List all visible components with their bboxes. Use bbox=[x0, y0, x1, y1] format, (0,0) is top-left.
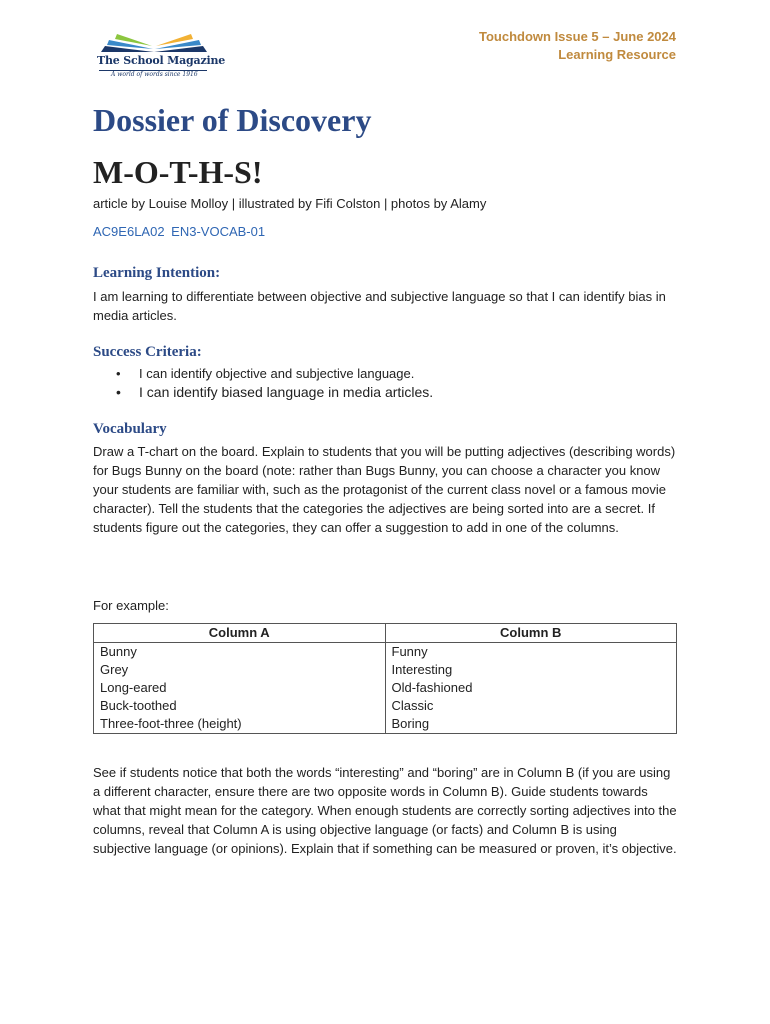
column-b-item: Boring bbox=[391, 716, 430, 731]
column-b-cell bbox=[385, 643, 677, 734]
issue-info bbox=[479, 28, 676, 64]
t-chart-table bbox=[93, 623, 677, 734]
open-book-icon bbox=[95, 32, 213, 54]
learning-intention-text: I am learning to differentiate between objective and subjective language so that I can identify bias in media articles. bbox=[93, 289, 666, 323]
issue-line: Touchdown Issue 5 – June 2024 bbox=[479, 29, 676, 44]
article-title: M-O-T-H-S! bbox=[93, 154, 263, 190]
success-criteria-list bbox=[93, 364, 678, 402]
learning-intention-heading: Learning Intention: bbox=[93, 265, 221, 281]
column-a-item: Three-foot-three (height) bbox=[100, 716, 242, 731]
column-a-item: Buck-toothed bbox=[100, 698, 177, 713]
bullet-icon: • bbox=[116, 384, 121, 400]
vocabulary-followup: See if students notice that both the words “interesting” and “boring” are in Column B (if you are using a different character, ensure there are two opposite words in Column B). Guide students towards what that might mean for the category. When enough students are correctly sorting adjectives into the columns, reveal that Column A is using objective language (or facts) and Column B is using subjective language (or opinions). Explain that if something can be measured or proven, it’s objective. bbox=[93, 765, 677, 856]
column-b-header: Column B bbox=[385, 624, 677, 643]
vocabulary-intro: Draw a T-chart on the board. Explain to students that you will be putting adjectives (describing words) for Bugs Bunny on the board (note: rather than Bugs Bunny, you can choose a character you know your students are familiar with, such as the protagonist of the current class novel or a famous movie character). Tell the students that the categories the adjectives are being sorted into are a secret. If students figure out the categories, they can offer a suggestion to add in one of the columns. bbox=[93, 444, 676, 535]
curriculum-codes: AC9E6LA02 EN3-VOCAB-01 bbox=[93, 224, 266, 239]
page-title: Dossier of Discovery bbox=[93, 102, 372, 138]
resource-line: Learning Resource bbox=[558, 47, 676, 62]
list-item bbox=[93, 364, 678, 383]
column-a-cell bbox=[94, 643, 386, 734]
vocabulary-heading: Vocabulary bbox=[93, 421, 167, 437]
byline: article by Louise Molloy | illustrated by Fifi Colston | photos by Alamy bbox=[93, 196, 487, 211]
column-a-item: Grey bbox=[100, 662, 129, 677]
example-label: For example: bbox=[93, 598, 169, 613]
logo-title: The School Magazine bbox=[97, 54, 226, 67]
column-b-item: Funny bbox=[391, 644, 428, 659]
column-b-item: Interesting bbox=[391, 662, 453, 677]
column-b-item: Old-fashioned bbox=[391, 680, 473, 695]
logo-tagline: A world of words since 1916 bbox=[111, 71, 198, 78]
column-a-item: Long-eared bbox=[100, 680, 167, 695]
list-item bbox=[93, 383, 678, 402]
column-a-header: Column A bbox=[94, 624, 386, 643]
school-magazine-logo bbox=[93, 32, 226, 82]
criteria-text: I can identify biased language in media articles. bbox=[139, 384, 434, 400]
column-b-item: Classic bbox=[391, 698, 434, 713]
column-a-item: Bunny bbox=[100, 644, 137, 659]
criteria-text: I can identify objective and subjective language. bbox=[139, 366, 415, 381]
success-criteria-heading: Success Criteria: bbox=[93, 344, 202, 360]
bullet-icon: • bbox=[116, 366, 121, 381]
